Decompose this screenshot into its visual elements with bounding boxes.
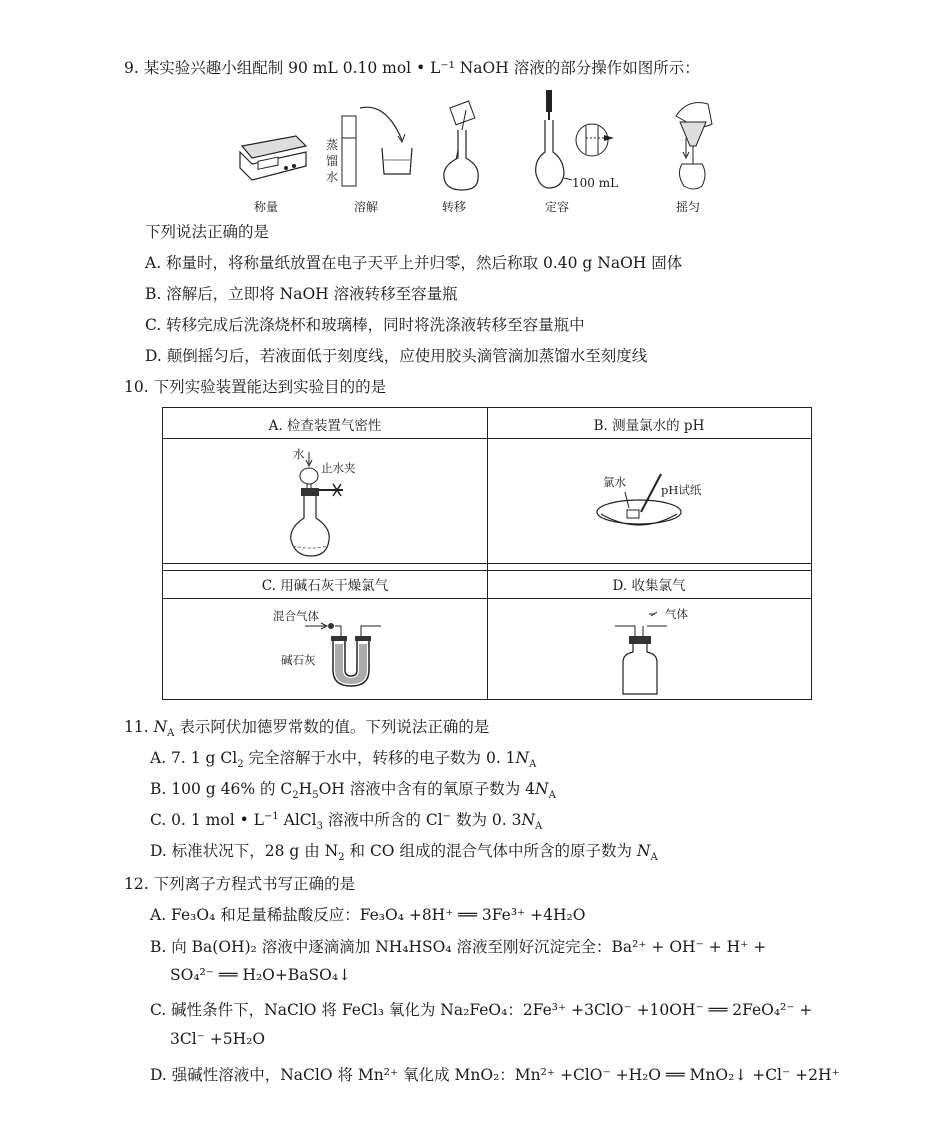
q9-label-water-2: 馏 [326,154,339,168]
q11-option-d: D. 标准状况下，28 g 由 $N_2$ 和 CO 组成的混合气体中所含的原子数为 $N_A$ [150,842,658,864]
q10-title-d: D. 收集氯气 [612,578,686,594]
q9-figure-shake [666,94,722,194]
q12-option-d: D. 强碱性溶液中，NaClO 将 Mn²⁺ 氧化成 MnO₂：Mn²⁺ +ClO⁻ +H₂O ══ MnO₂↓ +Cl⁻ +2H⁺ [150,1066,840,1084]
q9-stem: 9. 某实验兴趣小组配制 90 mL 0.10 mol • L⁻¹ NaOH 溶液的部分操作如图所示： [124,59,700,77]
q10-label-clamp: 止水夹 [321,461,356,475]
q9-step-weigh: 称量 [254,200,279,214]
q12-option-b-line1: B. 向 Ba(OH)₂ 溶液中逐滴滴加 NH₄HSO₄ 溶液至刚好沉淀完全：Ba²⁺ + OH⁻ + H⁺ + [150,938,767,956]
q11-stem [124,715,490,740]
q10-label-soda-lime: 碱石灰 [281,653,316,667]
q10-title-b: B. 测量氯水的 pH [593,418,705,434]
q10-title-a: A. 检查装置气密性 [268,418,382,434]
q9-step-transfer: 转移 [442,200,467,214]
q9-prompt: 下列说法正确的是 [145,223,270,241]
q12-option-b-line2: SO₄²⁻ ══ H₂O+BaSO₄↓ [170,966,352,984]
q9-option-d: D. 颠倒摇匀后，若液面低于刻度线，应使用胶头滴管滴加蒸馏水至刻度线 [145,347,648,365]
q9-option-b: B. 溶解后，立即将 NaOH 溶液转移至容量瓶 [145,285,458,303]
q10-label-gas: 气体 [665,607,688,621]
q10-label-mixed-gas: 混合气体 [273,609,319,623]
q12-stem: 12. 下列离子方程式书写正确的是 [124,875,356,893]
q12-option-a: A. Fe₃O₄ 和足量稀盐酸反应：Fe₃O₄ +8H⁺ ══ 3Fe³⁺ +4H₂O [150,906,586,924]
q12-option-c-line2: 3Cl⁻ +5H₂O [170,1030,266,1048]
q11-stem-num: 11. [124,718,149,736]
q9-label-volume: 100 mL [572,176,619,190]
q12-option-c-line1: C. 碱性条件下，NaClO 将 FeCl₃ 氧化为 Na₂FeO₄：2Fe³⁺ +3ClO⁻ +10OH⁻ ══ 2FeO₄²⁻ + [150,1001,813,1019]
q9-step-shake: 摇匀 [676,200,701,214]
q10-label-ph-paper: pH试纸 [661,483,702,497]
q11-option-a: A. 7. 1 g $Cl_2$ 完全溶解于水中，转移的电子数为 0. $1N_A$ [150,749,537,771]
q9-figure-transfer [438,100,484,194]
q11-stem-text: 表示阿伏加德罗常数的值。下列说法正确的是 [174,718,490,736]
q10-apparatus-table [162,407,812,700]
q9-label-water-3: 水 [326,170,339,184]
q9-option-c: C. 转移完成后洗涤烧杯和玻璃棒，同时将洗涤液转移至容量瓶中 [145,316,585,334]
q9-figure-balance [236,130,308,192]
q11-option-c: C. 0. 1 mol • $L^{-1}$ AlCl$_3$ 溶液中所含的 Cl− 数为 0. $3N_A$ [150,810,543,833]
q9-step-dissolve: 溶解 [354,200,379,214]
q9-label-water-1: 蒸 [326,138,339,152]
q10-figure-c [305,620,385,690]
q11-stem-var: N [153,718,168,736]
q10-figure-d [611,612,691,696]
q10-stem: 10. 下列实验装置能达到实验目的的是 [124,378,387,396]
q10-label-water: 水 [293,447,305,461]
q10-label-chlorine-water: 氯水 [603,475,626,489]
q9-option-a: A. 称量时，将称量纸放置在电子天平上并归零，然后称取 0.40 g NaOH 固体 [145,254,683,272]
q11-stem-sub: A [167,728,175,740]
q10-title-c: C. 用碱石灰干燥氯气 [261,578,389,594]
q9-step-volume: 定容 [545,200,570,214]
q11-option-b: B. 100 g 46% 的 $C_2H_5OH$ 溶液中含有的氧原子数为 $4N_A$ [150,780,556,802]
